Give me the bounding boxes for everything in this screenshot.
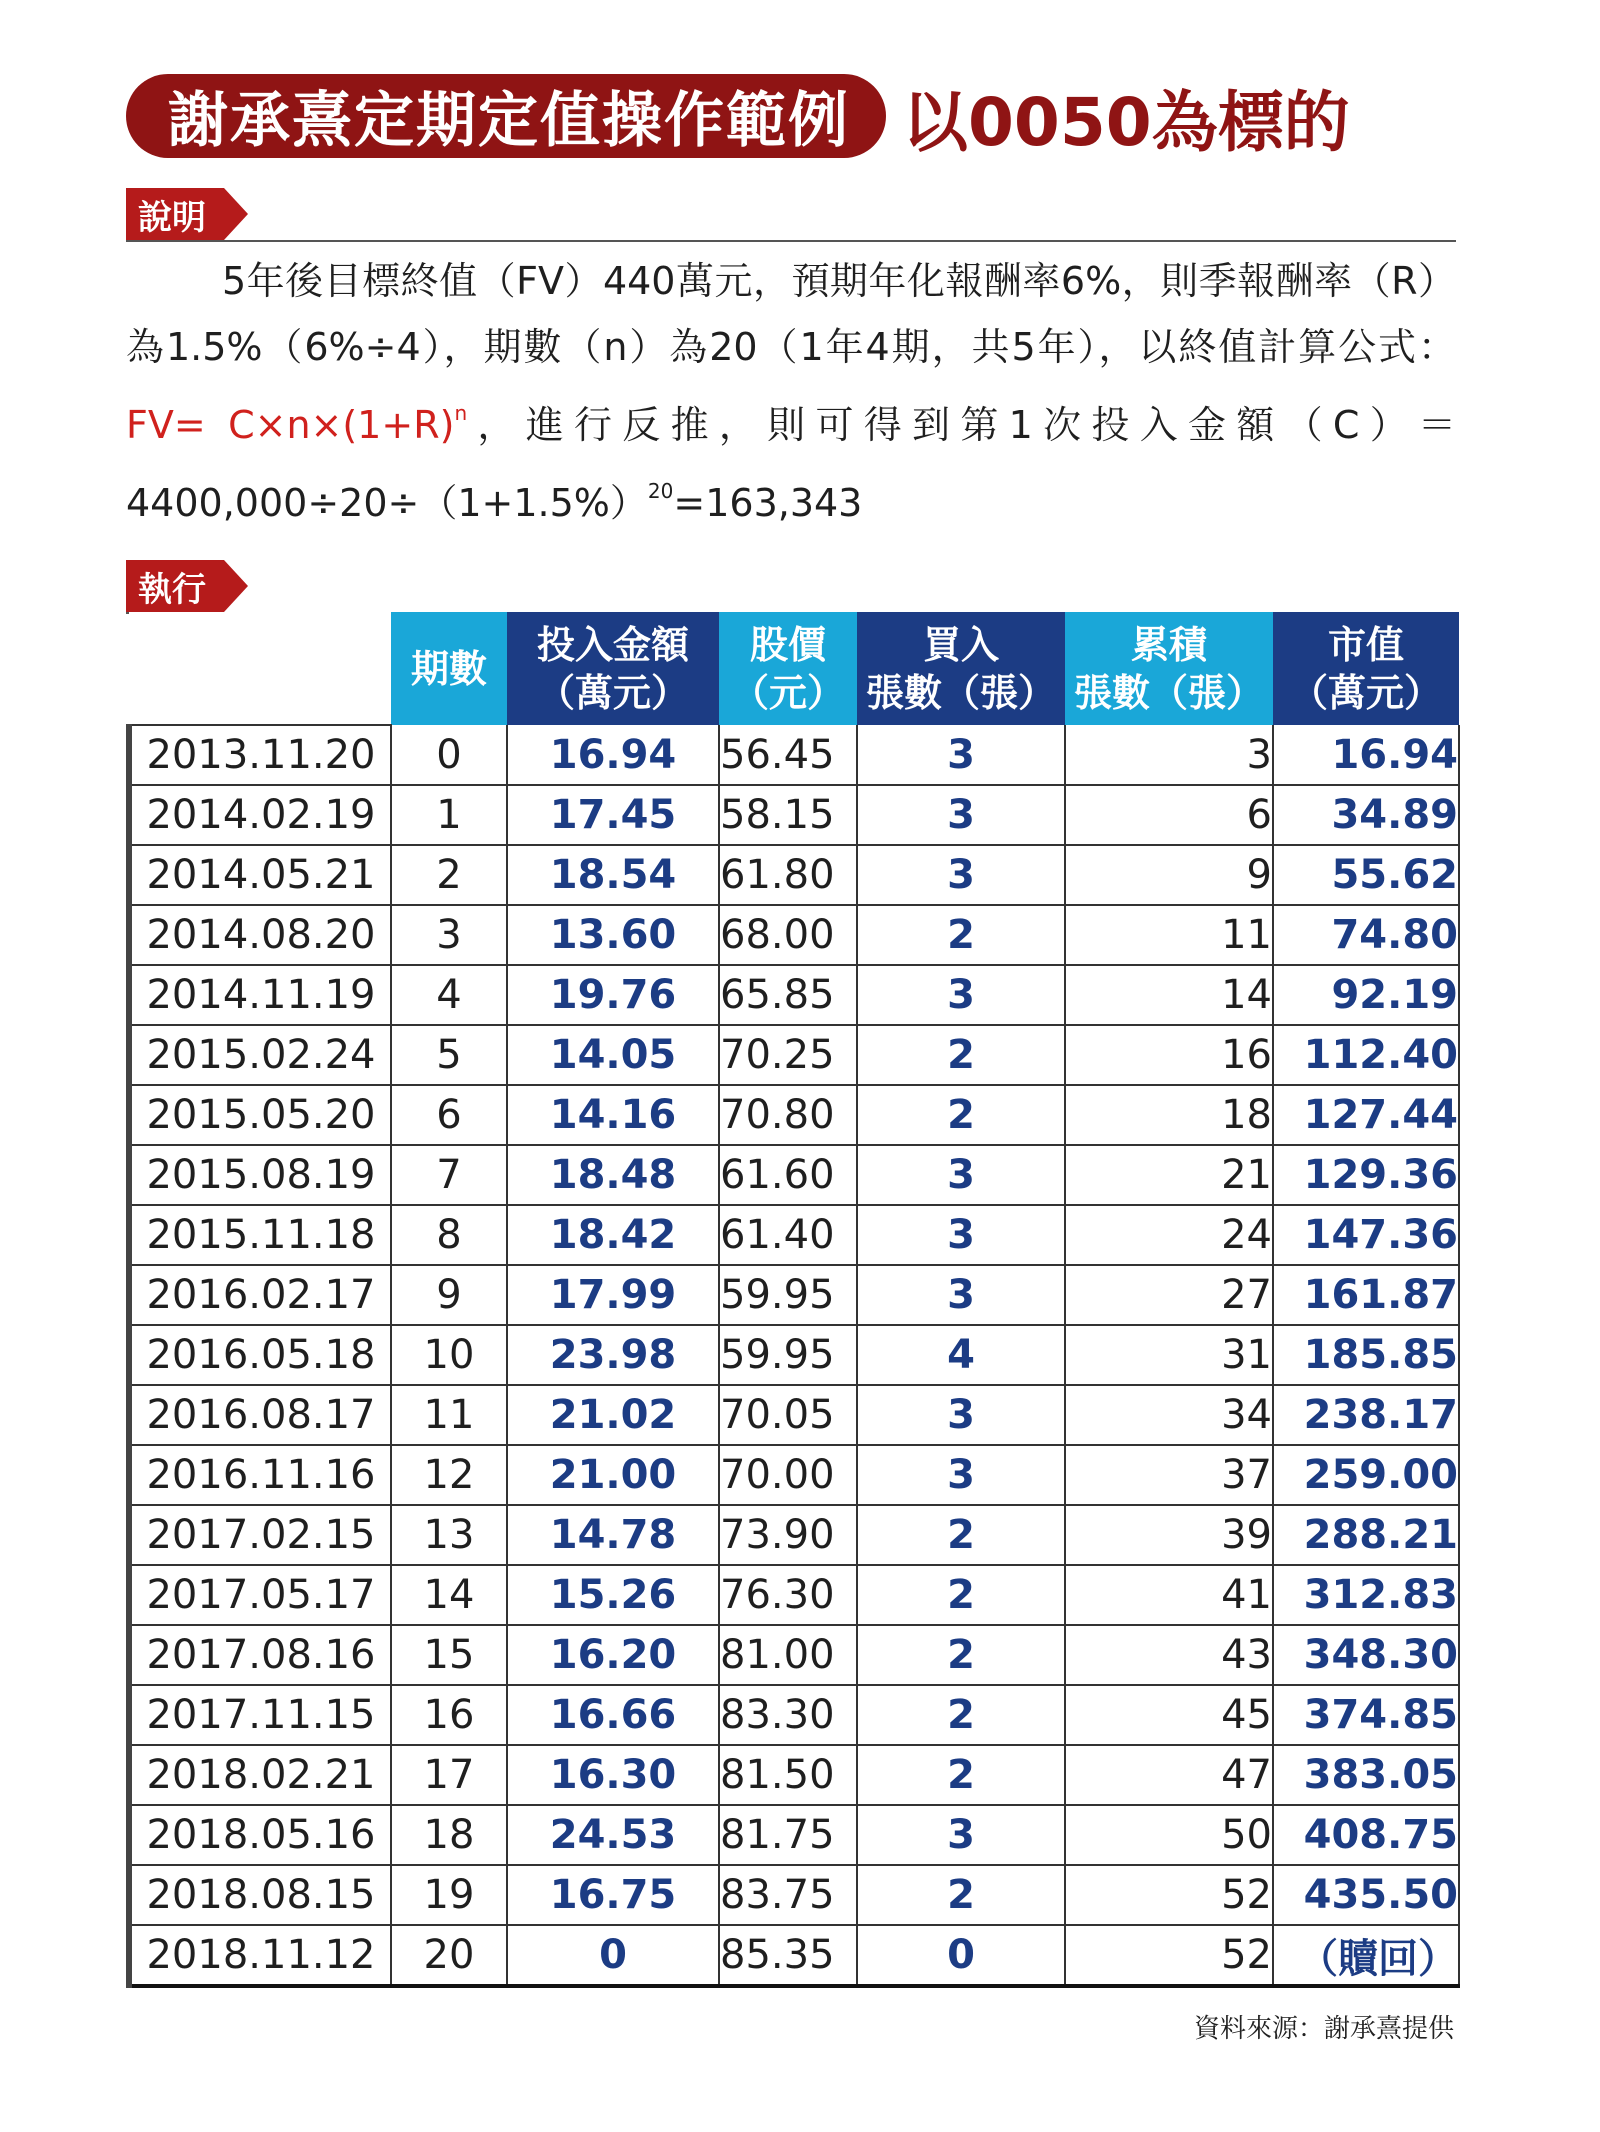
cell-price: 70.05 <box>719 1385 857 1445</box>
cell-value: 112.40 <box>1273 1025 1459 1085</box>
cell-buy: 2 <box>857 905 1065 965</box>
cell-date: 2014.08.20 <box>129 905 391 965</box>
cell-price: 81.00 <box>719 1625 857 1685</box>
cell-date: 2017.02.15 <box>129 1505 391 1565</box>
cell-cumulative: 37 <box>1065 1445 1273 1505</box>
cell-price: 59.95 <box>719 1325 857 1385</box>
header-price <box>719 612 857 725</box>
cell-cumulative: 43 <box>1065 1625 1273 1685</box>
cell-invest: 16.94 <box>507 725 719 785</box>
cell-buy: 3 <box>857 1805 1065 1865</box>
cell-value: 348.30 <box>1273 1625 1459 1685</box>
section-label-description: 說明 <box>126 188 224 240</box>
cell-value: 55.62 <box>1273 845 1459 905</box>
cell-cumulative: 3 <box>1065 725 1273 785</box>
cell-date: 2015.08.19 <box>129 1145 391 1205</box>
cell-cumulative: 11 <box>1065 905 1273 965</box>
cell-value: 34.89 <box>1273 785 1459 845</box>
cell-date: 2015.11.18 <box>129 1205 391 1265</box>
cell-buy: 2 <box>857 1685 1065 1745</box>
cell-period: 12 <box>391 1445 507 1505</box>
formula <box>126 403 467 447</box>
cell-date: 2015.02.24 <box>129 1025 391 1085</box>
cell-invest: 14.78 <box>507 1505 719 1565</box>
header-cumulative <box>1065 612 1273 725</box>
cell-date: 2014.02.19 <box>129 785 391 845</box>
cell-cumulative: 27 <box>1065 1265 1273 1325</box>
table-row <box>129 1625 1459 1685</box>
cell-buy: 3 <box>857 1265 1065 1325</box>
section-execution-header <box>126 560 1456 614</box>
cell-date: 2017.08.16 <box>129 1625 391 1685</box>
table-row <box>129 1805 1459 1865</box>
table-row <box>129 725 1459 785</box>
cell-date: 2014.05.21 <box>129 845 391 905</box>
cell-cumulative: 6 <box>1065 785 1273 845</box>
cell-invest: 16.30 <box>507 1745 719 1805</box>
cell-price: 81.50 <box>719 1745 857 1805</box>
cell-buy: 2 <box>857 1505 1065 1565</box>
cell-value: 288.21 <box>1273 1505 1459 1565</box>
table-row <box>129 1925 1459 1986</box>
cell-period: 11 <box>391 1385 507 1445</box>
cell-period: 9 <box>391 1265 507 1325</box>
table-row <box>129 1745 1459 1805</box>
cell-date: 2013.11.20 <box>129 725 391 785</box>
cell-value: 259.00 <box>1273 1445 1459 1505</box>
cell-invest: 18.54 <box>507 845 719 905</box>
cell-date: 2017.11.15 <box>129 1685 391 1745</box>
cell-invest: 19.76 <box>507 965 719 1025</box>
cell-buy: 2 <box>857 1625 1065 1685</box>
cell-cumulative: 52 <box>1065 1865 1273 1925</box>
cell-date: 2016.11.16 <box>129 1445 391 1505</box>
header-buy-line2: 張數（張） <box>865 670 1056 715</box>
cell-price: 76.30 <box>719 1565 857 1625</box>
cell-price: 61.60 <box>719 1145 857 1205</box>
cell-period: 7 <box>391 1145 507 1205</box>
cell-cumulative: 39 <box>1065 1505 1273 1565</box>
cell-period: 14 <box>391 1565 507 1625</box>
cell-invest: 18.48 <box>507 1145 719 1205</box>
cell-cumulative: 24 <box>1065 1205 1273 1265</box>
table-header-row <box>129 612 1459 725</box>
cell-value: 238.17 <box>1273 1385 1459 1445</box>
header-invest <box>507 612 719 725</box>
investment-table <box>126 612 1460 1988</box>
cell-value: 435.50 <box>1273 1865 1459 1925</box>
cell-price: 61.80 <box>719 845 857 905</box>
header-date <box>129 612 391 725</box>
cell-buy: 4 <box>857 1325 1065 1385</box>
cell-price: 85.35 <box>719 1925 857 1986</box>
cell-period: 2 <box>391 845 507 905</box>
description-exponent: 20 <box>647 479 674 503</box>
cell-cumulative: 34 <box>1065 1385 1273 1445</box>
cell-price: 81.75 <box>719 1805 857 1865</box>
description-text <box>126 248 1456 536</box>
cell-buy: 2 <box>857 1025 1065 1085</box>
cell-invest: 0 <box>507 1925 719 1986</box>
cell-date: 2017.05.17 <box>129 1565 391 1625</box>
cell-period: 5 <box>391 1025 507 1085</box>
cell-cumulative: 31 <box>1065 1325 1273 1385</box>
description-part-1: 5年後目標終值（FV）440萬元，預期年化報酬率6%，則季報酬率（R）為1.5%（6%÷4），期數（n）為20（1年4期，共5年），以終值計算公式： <box>126 259 1456 369</box>
cell-cumulative: 21 <box>1065 1145 1273 1205</box>
table-row <box>129 965 1459 1025</box>
cell-invest: 17.99 <box>507 1265 719 1325</box>
cell-price: 59.95 <box>719 1265 857 1325</box>
cell-date: 2016.05.18 <box>129 1325 391 1385</box>
cell-period: 1 <box>391 785 507 845</box>
cell-cumulative: 41 <box>1065 1565 1273 1625</box>
cell-invest: 15.26 <box>507 1565 719 1625</box>
cell-invest: 17.45 <box>507 785 719 845</box>
cell-price: 70.00 <box>719 1445 857 1505</box>
cell-value: 74.80 <box>1273 905 1459 965</box>
cell-date: 2018.08.15 <box>129 1865 391 1925</box>
header-price-line2: （元） <box>730 670 845 715</box>
cell-invest: 23.98 <box>507 1325 719 1385</box>
header-invest-line1: 投入金額 <box>536 622 689 667</box>
cell-cumulative: 9 <box>1065 845 1273 905</box>
cell-buy: 3 <box>857 785 1065 845</box>
cell-invest: 14.05 <box>507 1025 719 1085</box>
cell-buy: 2 <box>857 1745 1065 1805</box>
table-row <box>129 1025 1459 1085</box>
cell-date: 2014.11.19 <box>129 965 391 1025</box>
cell-date: 2018.05.16 <box>129 1805 391 1865</box>
cell-period: 8 <box>391 1205 507 1265</box>
cell-value: （贖回） <box>1273 1925 1459 1986</box>
table-row <box>129 1685 1459 1745</box>
cell-date: 2018.02.21 <box>129 1745 391 1805</box>
cell-price: 70.25 <box>719 1025 857 1085</box>
table-row <box>129 845 1459 905</box>
header-value <box>1273 612 1459 725</box>
cell-cumulative: 52 <box>1065 1925 1273 1986</box>
cell-invest: 24.53 <box>507 1805 719 1865</box>
cell-cumulative: 18 <box>1065 1085 1273 1145</box>
cell-buy: 2 <box>857 1085 1065 1145</box>
header-cumulative-line2: 張數（張） <box>1073 670 1264 715</box>
cell-period: 20 <box>391 1925 507 1986</box>
cell-invest: 16.75 <box>507 1865 719 1925</box>
cell-buy: 0 <box>857 1925 1065 1986</box>
cell-cumulative: 47 <box>1065 1745 1273 1805</box>
cell-buy: 2 <box>857 1565 1065 1625</box>
description-part-3: =163,343 <box>673 481 863 525</box>
cell-cumulative: 14 <box>1065 965 1273 1025</box>
header-value-line1: 市值 <box>1327 622 1404 667</box>
cell-date: 2015.05.20 <box>129 1085 391 1145</box>
page-title <box>126 74 1456 161</box>
header-buy <box>857 612 1065 725</box>
table-row <box>129 1865 1459 1925</box>
title-suffix: 以0050為標的 <box>902 83 1350 161</box>
cell-period: 16 <box>391 1685 507 1745</box>
cell-invest: 16.20 <box>507 1625 719 1685</box>
table-row <box>129 1385 1459 1445</box>
cell-buy: 2 <box>857 1865 1065 1925</box>
cell-price: 70.80 <box>719 1085 857 1145</box>
cell-invest: 13.60 <box>507 905 719 965</box>
cell-cumulative: 16 <box>1065 1025 1273 1085</box>
cell-period: 10 <box>391 1325 507 1385</box>
cell-price: 73.90 <box>719 1505 857 1565</box>
cell-price: 56.45 <box>719 725 857 785</box>
table-row <box>129 1505 1459 1565</box>
cell-period: 17 <box>391 1745 507 1805</box>
cell-buy: 3 <box>857 1445 1065 1505</box>
cell-period: 19 <box>391 1865 507 1925</box>
cell-date: 2016.02.17 <box>129 1265 391 1325</box>
cell-invest: 16.66 <box>507 1685 719 1745</box>
cell-period: 15 <box>391 1625 507 1685</box>
cell-price: 61.40 <box>719 1205 857 1265</box>
cell-buy: 3 <box>857 1385 1065 1445</box>
cell-period: 0 <box>391 725 507 785</box>
cell-invest: 21.02 <box>507 1385 719 1445</box>
cell-invest: 18.42 <box>507 1205 719 1265</box>
cell-buy: 3 <box>857 965 1065 1025</box>
cell-price: 58.15 <box>719 785 857 845</box>
table-row <box>129 1085 1459 1145</box>
formula-body: FV= C×n×(1+R) <box>126 403 455 447</box>
cell-period: 18 <box>391 1805 507 1865</box>
header-price-line1: 股價 <box>749 622 826 667</box>
cell-period: 6 <box>391 1085 507 1145</box>
cell-value: 16.94 <box>1273 725 1459 785</box>
cell-buy: 3 <box>857 1145 1065 1205</box>
table-row <box>129 1565 1459 1625</box>
cell-value: 127.44 <box>1273 1085 1459 1145</box>
cell-cumulative: 45 <box>1065 1685 1273 1745</box>
cell-cumulative: 50 <box>1065 1805 1273 1865</box>
table-row <box>129 905 1459 965</box>
cell-value: 147.36 <box>1273 1205 1459 1265</box>
cell-value: 312.83 <box>1273 1565 1459 1625</box>
cell-period: 13 <box>391 1505 507 1565</box>
header-cumulative-line1: 累積 <box>1130 622 1207 667</box>
header-invest-line2: （萬元） <box>536 670 689 715</box>
cell-value: 185.85 <box>1273 1325 1459 1385</box>
cell-period: 3 <box>391 905 507 965</box>
cell-value: 161.87 <box>1273 1265 1459 1325</box>
header-period <box>391 612 507 725</box>
table-row <box>129 785 1459 845</box>
cell-buy: 3 <box>857 725 1065 785</box>
table-row <box>129 1145 1459 1205</box>
table-body <box>129 725 1459 1986</box>
cell-price: 68.00 <box>719 905 857 965</box>
cell-buy: 3 <box>857 845 1065 905</box>
source-credit: 資料來源：謝承熹提供 <box>1193 2014 1454 2044</box>
cell-value: 383.05 <box>1273 1745 1459 1805</box>
cell-price: 65.85 <box>719 965 857 1025</box>
section-description-header <box>126 188 1456 242</box>
cell-invest: 14.16 <box>507 1085 719 1145</box>
formula-exponent: n <box>454 401 468 425</box>
cell-date: 2018.11.12 <box>129 1925 391 1986</box>
table-row <box>129 1265 1459 1325</box>
header-value-line2: （萬元） <box>1289 670 1442 715</box>
cell-buy: 3 <box>857 1205 1065 1265</box>
cell-period: 4 <box>391 965 507 1025</box>
description-part-2: ，進行反推，則可得到第1次投入金額（C）＝4400,000÷20÷（1+1.5%） <box>126 403 1456 525</box>
cell-invest: 21.00 <box>507 1445 719 1505</box>
header-period-label: 期數 <box>410 646 487 691</box>
cell-date: 2016.08.17 <box>129 1385 391 1445</box>
cell-value: 408.75 <box>1273 1805 1459 1865</box>
table-row <box>129 1205 1459 1265</box>
cell-price: 83.30 <box>719 1685 857 1745</box>
cell-value: 374.85 <box>1273 1685 1459 1745</box>
header-buy-line1: 買入 <box>922 622 999 667</box>
cell-value: 92.19 <box>1273 965 1459 1025</box>
table-row <box>129 1325 1459 1385</box>
cell-value: 129.36 <box>1273 1145 1459 1205</box>
table-row <box>129 1445 1459 1505</box>
section-label-execution: 執行 <box>126 560 224 612</box>
title-main: 謝承熹定期定值操作範例 <box>126 74 886 158</box>
cell-price: 83.75 <box>719 1865 857 1925</box>
